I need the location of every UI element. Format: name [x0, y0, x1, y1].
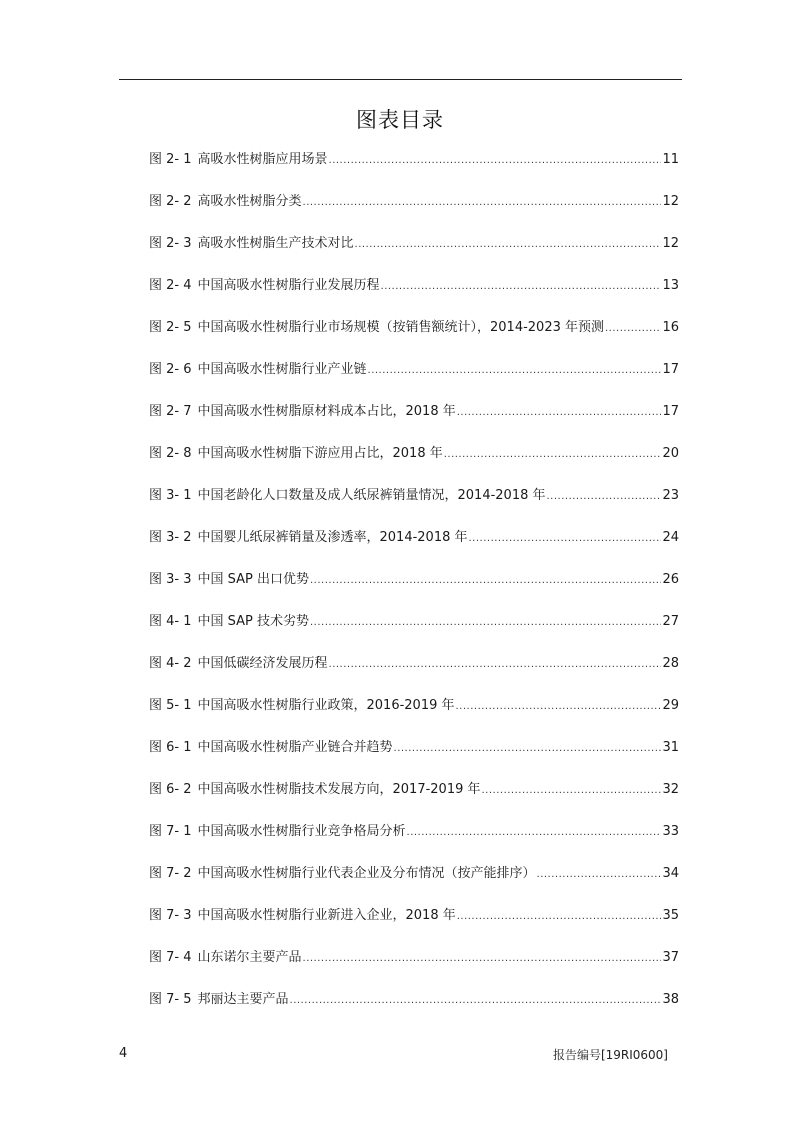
toc-entry-page-number: 27 [662, 614, 679, 629]
toc-entry-leader-dots [394, 737, 662, 761]
toc-entry-page-number: 28 [662, 656, 679, 671]
toc-entry-leader-dots [469, 527, 662, 551]
toc-entry[interactable] [149, 610, 679, 652]
toc-entry-page-number: 13 [662, 278, 679, 293]
toc-entry-title: 中国高吸水性树脂技术发展方向，2017-2019 年 [197, 782, 481, 797]
toc-entry-leader-dots [456, 695, 662, 719]
toc-entry-label [149, 190, 302, 214]
toc-entry-figure-number: 图 2- 1 [149, 152, 192, 167]
toc-entry-page-number: 33 [662, 824, 679, 839]
toc-entry-leader-dots [329, 653, 662, 677]
toc-entry-leader-dots [457, 401, 662, 425]
header-rule [119, 79, 682, 80]
toc-entry-label [149, 988, 289, 1012]
toc-entry-label [149, 484, 546, 508]
toc-entry[interactable] [149, 904, 679, 946]
toc-entry-page-number: 37 [662, 950, 679, 965]
toc-entry[interactable] [149, 232, 679, 274]
toc-entry-label [149, 652, 328, 676]
toc-entry-figure-number: 图 3- 2 [149, 530, 192, 545]
figure-index-list [149, 148, 679, 1030]
toc-entry-title: 中国低碳经济发展历程 [197, 656, 328, 671]
toc-entry-title: 中国 SAP 技术劣势 [197, 614, 309, 629]
toc-entry[interactable] [149, 526, 679, 568]
toc-entry-title: 中国高吸水性树脂行业产业链 [197, 362, 367, 377]
toc-entry-label [149, 778, 481, 802]
footer-page-number: 4 [119, 1046, 128, 1061]
toc-entry-figure-number: 图 7- 3 [149, 908, 192, 923]
toc-entry-page-number: 24 [662, 530, 679, 545]
toc-entry-title: 中国高吸水性树脂产业链合并趋势 [197, 740, 393, 755]
footer-report-code: 报告编号[19RI0600] [552, 1048, 668, 1062]
toc-entry-title: 中国高吸水性树脂行业代表企业及分布情况（按产能排序） [197, 866, 536, 881]
toc-entry-figure-number: 图 2- 7 [149, 404, 192, 419]
toc-entry-page-number: 32 [662, 782, 679, 797]
toc-entry-figure-number: 图 3- 1 [149, 488, 192, 503]
toc-entry-label [149, 904, 456, 928]
toc-entry[interactable] [149, 442, 679, 484]
toc-entry-label [149, 442, 443, 466]
toc-entry-page-number: 20 [662, 446, 679, 461]
toc-entry-figure-number: 图 4- 2 [149, 656, 192, 671]
toc-entry-title: 中国高吸水性树脂行业竞争格局分析 [197, 824, 406, 839]
toc-entry[interactable] [149, 736, 679, 778]
toc-entry-leader-dots [381, 275, 662, 299]
toc-entry-figure-number: 图 6- 1 [149, 740, 192, 755]
toc-entry[interactable] [149, 358, 679, 400]
toc-entry-page-number: 11 [662, 152, 679, 167]
toc-entry-leader-dots [407, 821, 662, 845]
toc-entry-leader-dots [290, 989, 662, 1013]
toc-entry-figure-number: 图 4- 1 [149, 614, 192, 629]
toc-entry-figure-number: 图 7- 4 [149, 950, 192, 965]
toc-entry-page-number: 34 [662, 866, 679, 881]
toc-entry[interactable] [149, 652, 679, 694]
toc-entry-title: 中国高吸水性树脂行业市场规模（按销售额统计），2014-2023 年预测 [197, 320, 604, 335]
toc-entry-leader-dots [457, 905, 662, 929]
toc-entry-figure-number: 图 3- 3 [149, 572, 192, 587]
toc-entry-page-number: 31 [662, 740, 679, 755]
toc-entry-label [149, 610, 309, 634]
toc-entry-page-number: 29 [662, 698, 679, 713]
toc-entry[interactable] [149, 484, 679, 526]
toc-entry[interactable] [149, 988, 679, 1030]
toc-entry-label [149, 694, 455, 718]
toc-entry-page-number: 17 [662, 362, 679, 377]
toc-entry-page-number: 35 [662, 908, 679, 923]
toc-entry[interactable] [149, 148, 679, 190]
toc-entry-figure-number: 图 2- 2 [149, 194, 192, 209]
toc-entry[interactable] [149, 778, 679, 820]
toc-entry-label [149, 946, 302, 970]
toc-entry-page-number: 12 [662, 236, 679, 251]
toc-entry-title: 中国高吸水性树脂行业新进入企业，2018 年 [197, 908, 456, 923]
toc-entry-label [149, 862, 536, 886]
toc-entry-figure-number: 图 2- 5 [149, 320, 192, 335]
toc-entry-leader-dots [537, 863, 662, 887]
toc-entry-title: 高吸水性树脂应用场景 [197, 152, 328, 167]
toc-entry-label [149, 148, 328, 172]
toc-entry[interactable] [149, 862, 679, 904]
toc-entry[interactable] [149, 694, 679, 736]
toc-entry-figure-number: 图 2- 8 [149, 446, 192, 461]
toc-entry[interactable] [149, 400, 679, 442]
toc-entry-leader-dots [310, 611, 661, 635]
toc-entry-title: 高吸水性树脂分类 [197, 194, 302, 209]
toc-entry-title: 高吸水性树脂生产技术对比 [197, 236, 354, 251]
toc-entry-page-number: 12 [662, 194, 679, 209]
toc-entry-figure-number: 图 6- 2 [149, 782, 192, 797]
toc-entry-leader-dots [329, 149, 662, 173]
toc-entry-figure-number: 图 7- 5 [149, 992, 192, 1007]
toc-entry[interactable] [149, 316, 679, 358]
toc-entry-page-number: 16 [662, 320, 679, 335]
page-title: 图表目录 [356, 108, 444, 132]
toc-entry-leader-dots [605, 317, 661, 341]
toc-entry[interactable] [149, 568, 679, 610]
toc-entry-page-number: 38 [662, 992, 679, 1007]
toc-entry-page-number: 17 [662, 404, 679, 419]
toc-entry-leader-dots [310, 569, 661, 593]
toc-entry-title: 中国 SAP 出口优势 [197, 572, 309, 587]
toc-entry-leader-dots [303, 191, 662, 215]
toc-entry-label [149, 820, 406, 844]
toc-entry-label [149, 316, 604, 340]
toc-entry[interactable] [149, 190, 679, 232]
toc-entry-label [149, 232, 354, 256]
toc-entry-figure-number: 图 2- 4 [149, 278, 192, 293]
toc-entry-label [149, 400, 456, 424]
toc-entry-label [149, 736, 393, 760]
toc-entry-label [149, 526, 468, 550]
toc-entry-label [149, 274, 380, 298]
toc-entry-leader-dots [303, 947, 662, 971]
toc-entry-title: 中国高吸水性树脂行业政策，2016-2019 年 [197, 698, 455, 713]
toc-entry-figure-number: 图 7- 2 [149, 866, 192, 881]
toc-entry-title: 中国高吸水性树脂原材料成本占比，2018 年 [197, 404, 456, 419]
toc-entry-leader-dots [444, 443, 662, 467]
toc-entry-leader-dots [355, 233, 662, 257]
toc-entry-title: 中国老龄化人口数量及成人纸尿裤销量情况，2014-2018 年 [197, 488, 546, 503]
toc-entry[interactable] [149, 274, 679, 316]
toc-entry-leader-dots [368, 359, 662, 383]
toc-entry-title: 中国婴儿纸尿裤销量及渗透率，2014-2018 年 [197, 530, 468, 545]
toc-entry-figure-number: 图 2- 3 [149, 236, 192, 251]
toc-entry-label [149, 568, 309, 592]
toc-entry-figure-number: 图 7- 1 [149, 824, 192, 839]
toc-entry-title: 山东诺尔主要产品 [197, 950, 302, 965]
toc-entry-title: 中国高吸水性树脂行业发展历程 [197, 278, 380, 293]
toc-entry[interactable] [149, 946, 679, 988]
toc-entry-figure-number: 图 2- 6 [149, 362, 192, 377]
toc-entry[interactable] [149, 820, 679, 862]
toc-entry-title: 邦丽达主要产品 [197, 992, 289, 1007]
toc-entry-label [149, 358, 367, 382]
toc-entry-page-number: 23 [662, 488, 679, 503]
toc-entry-title: 中国高吸水性树脂下游应用占比，2018 年 [197, 446, 443, 461]
toc-entry-figure-number: 图 5- 1 [149, 698, 192, 713]
toc-entry-leader-dots [547, 485, 662, 509]
toc-entry-leader-dots [482, 779, 662, 803]
toc-entry-page-number: 26 [662, 572, 679, 587]
